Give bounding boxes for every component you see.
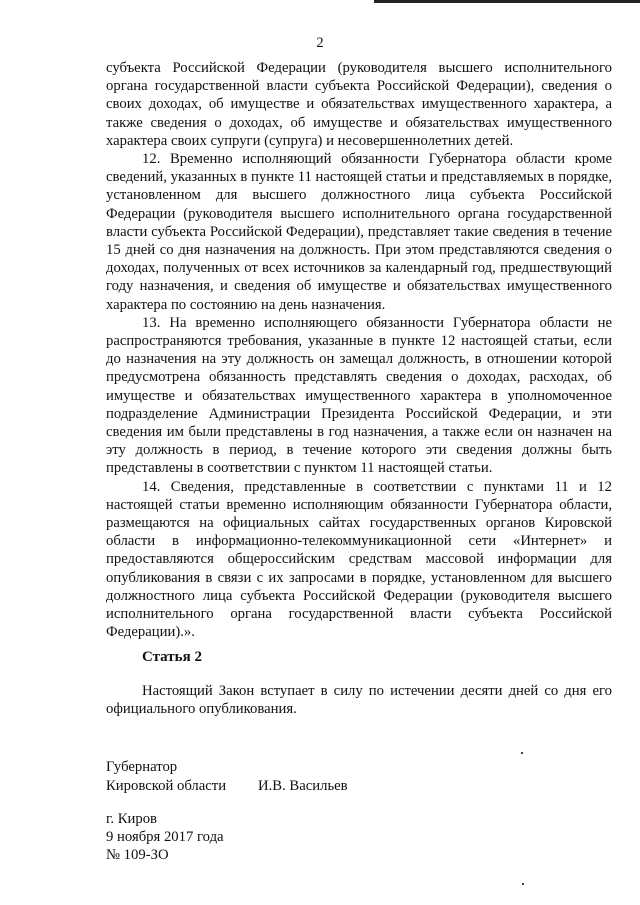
effective-date-paragraph <box>106 682 612 718</box>
article-heading: Статья 2 <box>142 649 202 665</box>
law-number: № 109-ЗО <box>106 847 169 864</box>
date: 9 ноября 2017 года <box>106 829 224 846</box>
signatory-title-line2: Кировской области <box>106 777 227 794</box>
paragraph-12: 12. Временно исполняющий обязанности Губернатора области кроме сведений, указанных в пункте 11 настоящей статьи и представляемых в порядке, установленном для высшего должностного лица субъекта Российской Федерации (руководителя высшего исполнительного органа государственной власти субъекта Российской Федерации), представляет такие сведения в течение 15 дней со дня назначения на должность. При этом представляются сведения о доходах, полученных от всех источников за календарный год, предшествующий году назначения, и сведения об имуществе и обязательствах имущественного характера по состоянию на день назначения. <box>106 151 612 313</box>
body-text <box>106 59 612 642</box>
effective-date-text: Настоящий Закон вступает в силу по истечении десяти дней со дня его официального опубликования. <box>106 683 612 718</box>
signature-block <box>106 758 506 795</box>
city: г. Киров <box>106 811 157 827</box>
signatory-name: И.В. Васильев <box>258 777 348 794</box>
paragraph-continuation: субъекта Российской Федерации (руководителя высшего исполнительного органа государственной власти субъекта Российской Федерации), сведения о своих доходах, об имуществе и обязательствах имущественного характера, а также сведения о доходах, об имуществе и обязательствах имущественного характера своих супруги (супруга) и несовершеннолетних детей. <box>106 60 612 149</box>
scan-edge-line <box>374 0 640 3</box>
signatory-title-line1: Губернатор <box>106 759 178 775</box>
scan-speck <box>522 883 524 885</box>
paragraph-13: 13. На временно исполняющего обязанности Губернатора области не распространяются требования, указанные в пункте 12 настоящей статьи, если до назначения на эту должность он замещал должность, в отношении которой предусмотрена обязанность представлять сведения о доходах, расходах, об имуществе и обязательствах имущественного характера в уполномоченное подразделение Администрации Президента Российской Федерации, и эти сведения им были представлены в год назначения, а также если он назначен на эту должность в период, в течение которого эти сведения должны быть представлены в соответствии с пунктом 11 настоящей статьи. <box>106 314 612 477</box>
scan-speck <box>521 752 523 754</box>
page-number: 2 <box>316 35 324 51</box>
place-date-block <box>106 810 224 865</box>
paragraph-14: 14. Сведения, представленные в соответствии с пунктами 11 и 12 настоящей статьи временно исполняющим обязанности Губернатора области, размещаются на официальных сайтах государственных органов Кировской области в информационно-телекоммуникационной сети «Интернет» и предоставляются общероссийским средствам массовой информации для опубликования в связи с их запросами в порядке, установленном для высшего должностного лица субъекта Российской Федерации (руководителя высшего исполнительного органа государственной власти субъекта Российской Федерации).». <box>106 478 612 641</box>
